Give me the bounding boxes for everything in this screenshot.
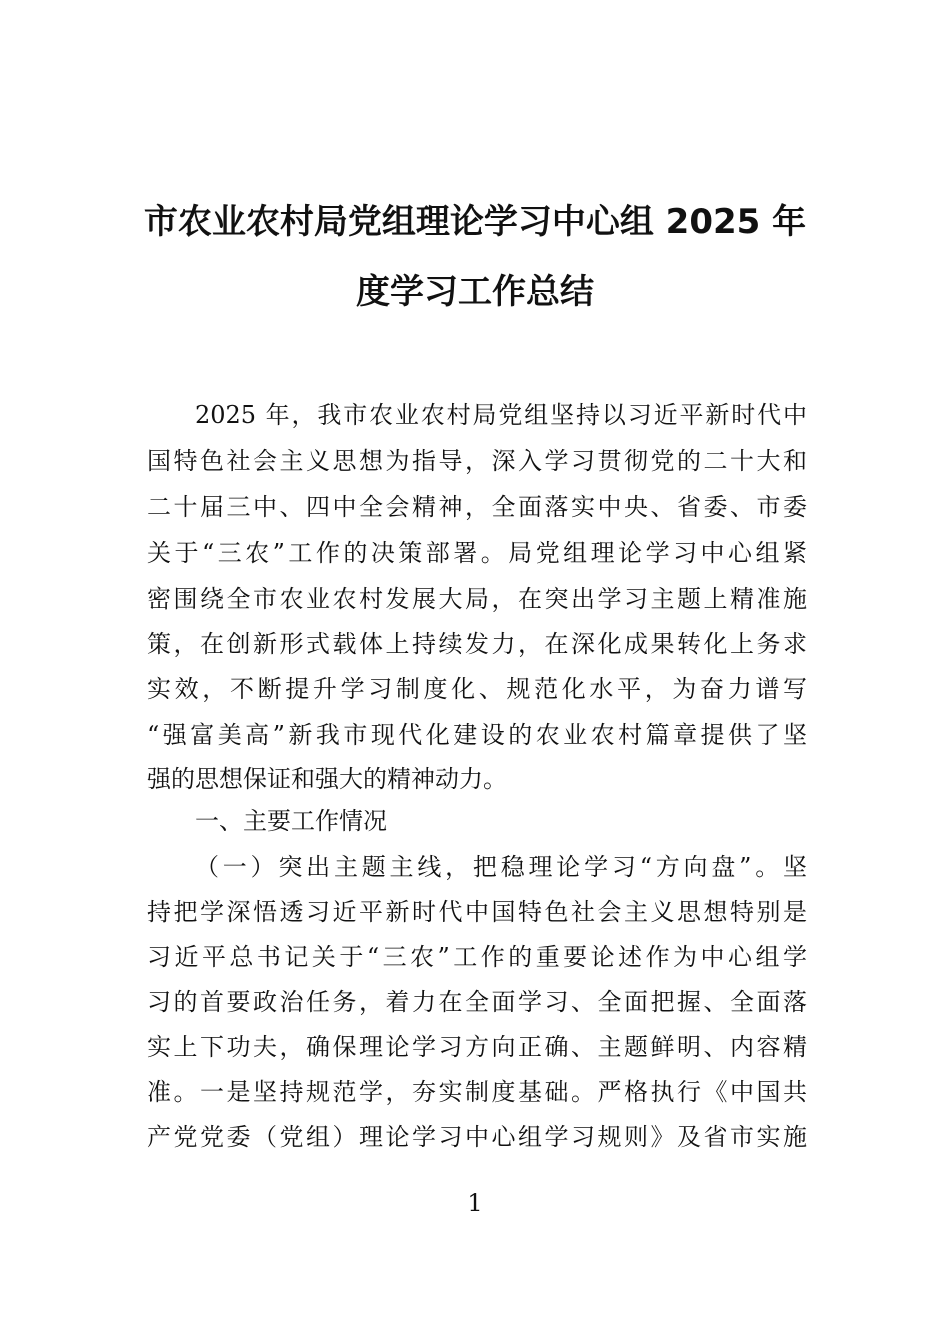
section-paragraph-line: （一）突出主题主线，把稳理论学习“方向盘”。坚 bbox=[195, 853, 807, 881]
page-number: 1 bbox=[467, 1189, 483, 1217]
section-heading: 一、主要工作情况 bbox=[195, 807, 387, 835]
intro-paragraph-line: 关于“三农”工作的决策部署。局党组理论学习中心组紧 bbox=[147, 539, 807, 567]
section-paragraph-line: 准。一是坚持规范学，夯实制度基础。严格执行《中国共 bbox=[147, 1078, 807, 1106]
intro-paragraph-line: “强富美高”新我市现代化建设的农业农村篇章提供了坚 bbox=[147, 721, 807, 749]
section-paragraph-line: 持把学深悟透习近平新时代中国特色社会主义思想特别是 bbox=[147, 898, 807, 926]
intro-paragraph-line: 密围绕全市农业农村发展大局，在突出学习主题上精准施 bbox=[147, 585, 807, 613]
intro-paragraph-line: 策，在创新形式载体上持续发力，在深化成果转化上务求 bbox=[147, 630, 807, 658]
intro-paragraph-line: 2025 年，我市农业农村局党组坚持以习近平新时代中 bbox=[195, 401, 807, 429]
section-paragraph-line: 产党党委（党组）理论学习中心组学习规则》及省市实施 bbox=[147, 1123, 807, 1151]
section-paragraph-line: 习的首要政治任务，着力在全面学习、全面把握、全面落 bbox=[147, 988, 807, 1016]
section-paragraph-line: 实上下功夫，确保理论学习方向正确、主题鲜明、内容精 bbox=[147, 1033, 807, 1061]
section-paragraph-line: 习近平总书记关于“三农”工作的重要论述作为中心组学 bbox=[147, 943, 807, 971]
intro-paragraph-line: 实效，不断提升学习制度化、规范化水平，为奋力谱写 bbox=[147, 675, 807, 703]
document-title-line-2: 度学习工作总结 bbox=[356, 272, 594, 312]
document-title-line-1: 市农业农村局党组理论学习中心组 2025 年 bbox=[143, 202, 807, 242]
intro-paragraph-line: 二十届三中、四中全会精神，全面落实中央、省委、市委 bbox=[147, 493, 807, 521]
intro-paragraph-line: 强的思想保证和强大的精神动力。 bbox=[147, 765, 507, 793]
intro-paragraph-line: 国特色社会主义思想为指导，深入学习贯彻党的二十大和 bbox=[147, 447, 807, 475]
